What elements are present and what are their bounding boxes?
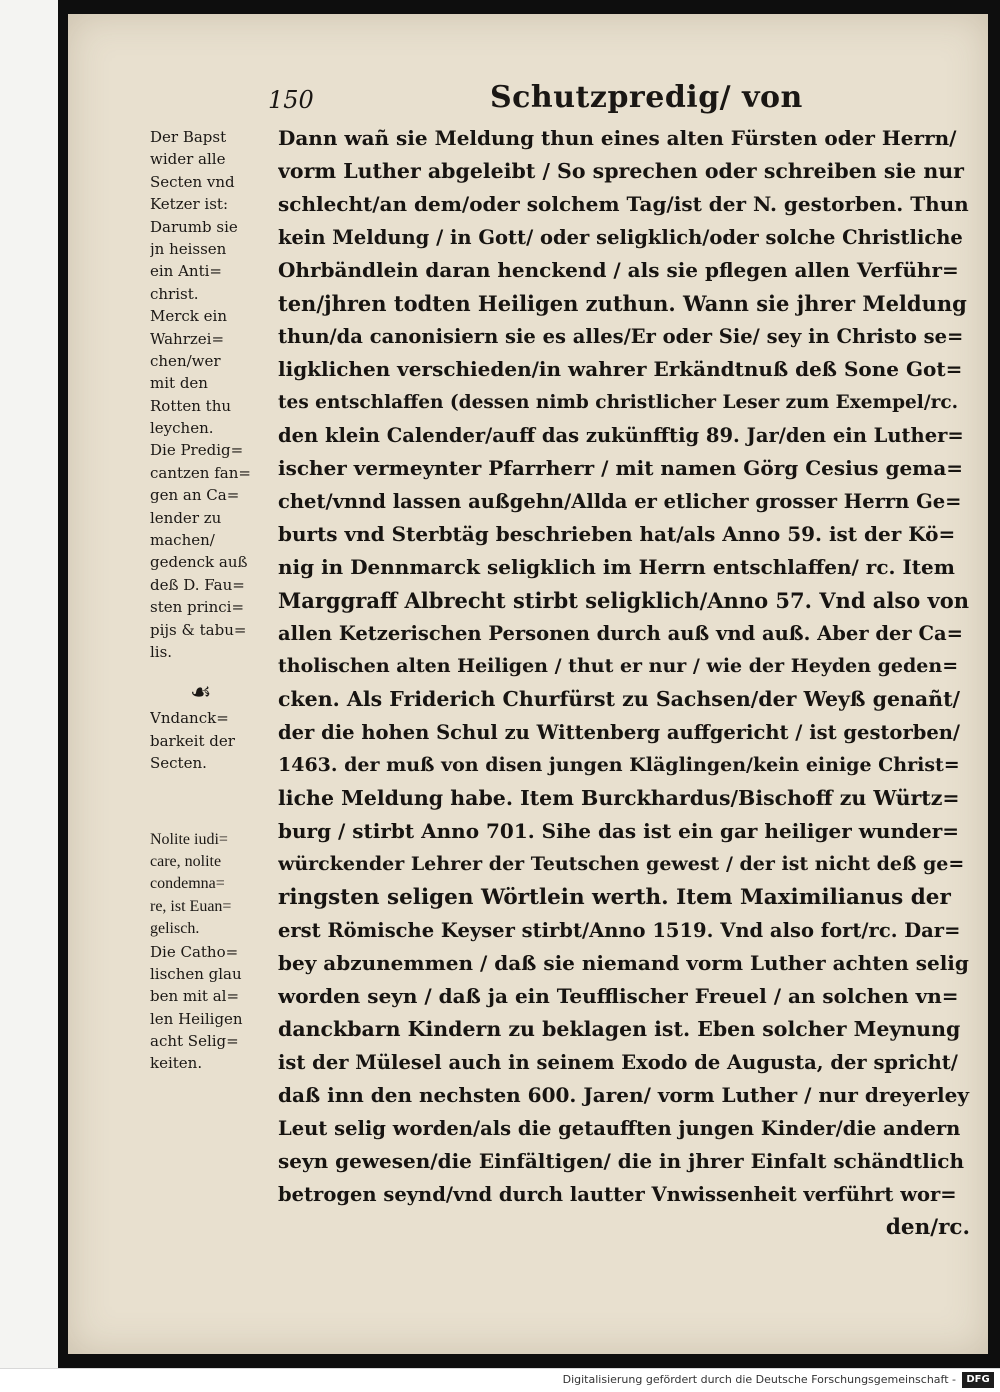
dfg-logo: DFG	[962, 1372, 994, 1388]
text-line: burg / stirbt Anno 701. Sihe das ist ein gar heiliger wunder=	[278, 819, 960, 843]
margin-note	[150, 941, 268, 1075]
text-line: cken. Als Friderich Churfürst zu Sachsen/der Weyß genañt/	[278, 687, 961, 711]
text-line: nig in Dennmarck seligklich im Herrn entschlaffen/ rc. Item	[278, 555, 955, 579]
text-line: chet/vnnd lassen außgehn/Allda er etlicher grosser Herrn Ge=	[278, 490, 962, 513]
margin-note-line: deß D. Fau=	[150, 575, 245, 594]
text-line: vorm Luther abgeleibt / So sprechen oder schreiben sie nur	[278, 159, 964, 183]
text-line: erst Römische Keyser stirbt/Anno 1519. Vnd also fort/rc. Dar=	[278, 919, 961, 942]
margin-note-line: lis.	[150, 642, 173, 661]
page-header	[268, 80, 988, 118]
margin-note	[150, 439, 268, 663]
margin-note	[150, 126, 268, 305]
margin-note-line: Secten vnd	[150, 172, 235, 191]
text-line-catchword: den/rc.	[885, 1215, 970, 1240]
margin-note-line: machen/	[150, 531, 215, 550]
margin-note-line: ben mit al=	[150, 987, 240, 1006]
text-line: worden seyn / daß ja ein Teufflischer Freuel / an solchen vn=	[278, 984, 959, 1008]
margin-note-line: Merck ein	[150, 307, 227, 326]
text-line: tholischen alten Heiligen / thut er nur / wie der Heyden geden=	[278, 655, 959, 677]
margin-note-line: Secten.	[150, 754, 207, 773]
margin-notes	[150, 126, 268, 1075]
text-line: ringsten seligen Wörtlein werth. Item Maximilianus der	[278, 885, 951, 910]
margin-note-line: keiten.	[150, 1054, 203, 1073]
text-line: liche Meldung habe. Item Burckhardus/Bischoff zu Würtz=	[278, 786, 960, 810]
text-line: der die hohen Schul zu Wittenberg auffgericht / ist gestorben/	[278, 721, 961, 744]
text-line: ist der Mülesel auch in seinem Exodo de Augusta, der spricht/	[278, 1051, 958, 1074]
text-line: daß inn den nechsten 600. Jaren/ vorm Luther / nur dreyerley	[278, 1083, 969, 1107]
text-line: Ohrbändlein daran henckend / als sie pflegen allen Verführ=	[278, 258, 959, 282]
text-line: kein Meldung / in Gott/ oder seligklich/oder solche Christliche	[278, 226, 963, 249]
text-line: bey abzunemmen / daß sie niemand vorm Luther achten selig	[278, 951, 969, 975]
margin-note-line: Nolite iudi=	[150, 830, 228, 848]
text-line: tes entschlaffen (dessen nimb christlicher Leser zum Exempel/rc.	[278, 392, 959, 413]
text-line: würckender Lehrer der Teutschen gewest / der ist nicht deß ge=	[278, 853, 965, 875]
margin-note-line: condemna=	[150, 875, 225, 893]
margin-note-line: care, nolite	[150, 852, 222, 870]
text-line: Dann wañ sie Meldung thun eines alten Fürsten oder Herrn/	[278, 126, 957, 150]
text-line: allen Ketzerischen Personen durch auß vnd auß. Aber der Ca=	[278, 622, 963, 645]
margin-note-line: len Heiligen	[150, 1009, 243, 1028]
margin-note-line: lender zu	[150, 508, 222, 527]
text-line: betrogen seynd/vnd durch lautter Vnwissenheit verführt wor=	[278, 1183, 957, 1206]
text-line: thun/da canonisiern sie es alles/Er oder Sie/ sey in Christo se=	[278, 325, 964, 348]
margin-note-line: mit den	[150, 374, 208, 393]
margin-note-line: christ.	[150, 284, 199, 303]
text-line: ligklichen verschieden/in wahrer Erkändtnuß deß Sone Got=	[278, 357, 963, 381]
margin-note-line: barkeit der	[150, 731, 235, 750]
margin-note-line: cantzen fan=	[150, 463, 251, 482]
margin-note-line: Die Predig=	[150, 441, 244, 460]
margin-note-line: Vndanck=	[150, 709, 229, 728]
text-line: ten/jhren todten Heiligen zuthun. Wann sie jhrer Meldung	[278, 291, 967, 316]
margin-note-line: leychen.	[150, 419, 214, 438]
margin-note-line: Ketzer ist:	[150, 195, 229, 214]
body-text	[278, 122, 970, 1244]
margin-note-line: chen/wer	[150, 351, 221, 370]
margin-note-line: gedenck auß	[150, 553, 248, 572]
text-line: burts vnd Sterbtäg beschrieben hat/als Anno 59. ist der Kö=	[278, 522, 956, 546]
margin-note-line: ein Anti=	[150, 262, 222, 281]
margin-note-line: lischen glau	[150, 964, 242, 983]
margin-note-line: re, ist Euan=	[150, 897, 232, 915]
margin-note-line: Wahrzei=	[150, 329, 225, 348]
running-title: Schutzpredig/ von	[490, 80, 803, 115]
margin-note-line: Die Catho=	[150, 942, 239, 961]
margin-note-line: pijs & tabu=	[150, 620, 247, 639]
text-line: 1463. der muß von disen jungen Kläglingen/kein einige Christ=	[278, 754, 960, 776]
margin-note-line: Rotten thu	[150, 396, 232, 415]
margin-note	[150, 305, 268, 439]
margin-note-line: gelisch.	[150, 920, 200, 938]
text-line: seyn gewesen/die Einfältigen/ die in jhrer Einfalt schändtlich	[278, 1149, 965, 1173]
margin-note-line: acht Selig=	[150, 1032, 239, 1051]
text-line: schlecht/an dem/oder solchem Tag/ist der N. gestorben. Thun	[278, 192, 969, 216]
fleuron-icon: ☙	[190, 678, 212, 707]
margin-note-line: Der Bapst	[150, 128, 227, 146]
margin-note-line: jn heissen	[150, 239, 227, 258]
footer-bar	[0, 1368, 1000, 1392]
funding-credit: Digitalisierung gefördert durch die Deutsche Forschungsgemeinschaft -	[562, 1373, 956, 1386]
text-line: den klein Calender/auff das zukünfftig 89. Jar/den ein Luther=	[278, 424, 964, 447]
margin-note-line: wider alle	[150, 150, 226, 169]
text-line: Marggraff Albrecht stirbt seligklich/Anno 57. Vnd also von	[278, 588, 970, 613]
margin-note	[150, 677, 268, 774]
page-number: 150	[268, 86, 314, 114]
margin-note-line: gen an Ca=	[150, 486, 240, 505]
text-line: ischer vermeynter Pfarrherr / mit namen Görg Cesius gema=	[278, 456, 964, 480]
margin-note-line: Darumb sie	[150, 217, 238, 236]
text-line: danckbarn Kindern zu beklagen ist. Eben solcher Meynung	[278, 1017, 961, 1041]
text-line: Leut selig worden/als die getaufften jungen Kinder/die andern	[278, 1117, 961, 1140]
margin-note	[150, 829, 268, 941]
margin-note-line: sten princi=	[150, 598, 245, 617]
